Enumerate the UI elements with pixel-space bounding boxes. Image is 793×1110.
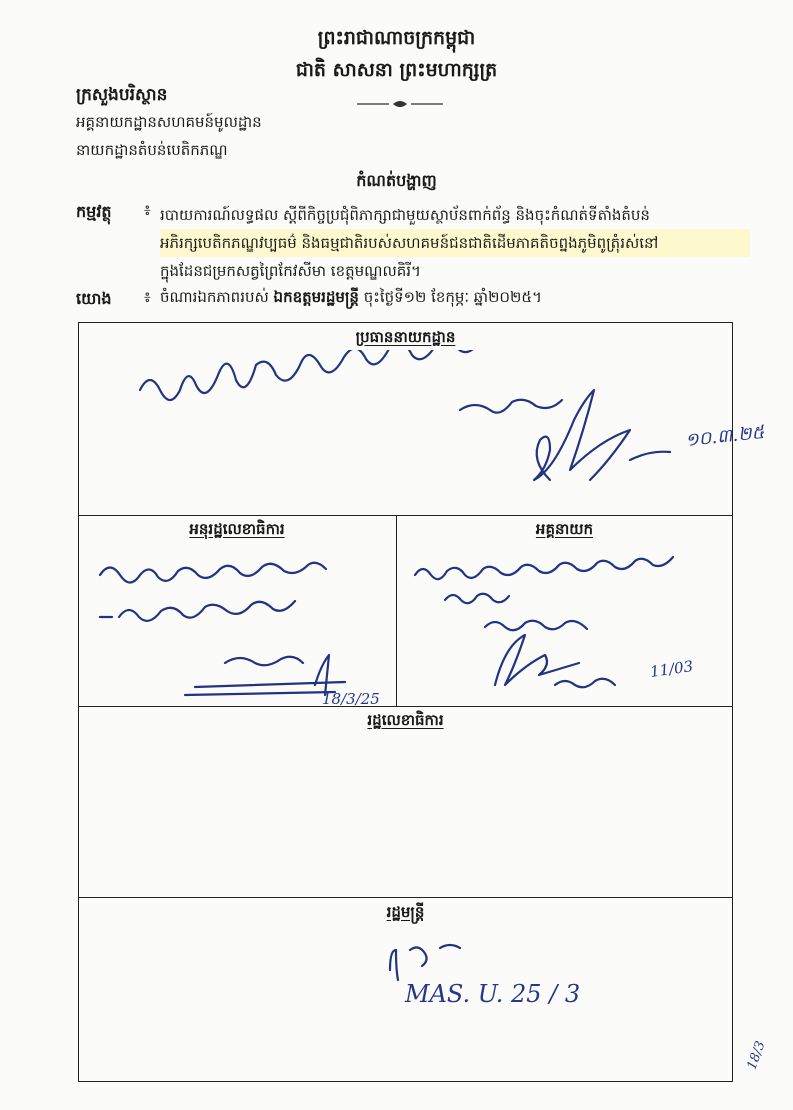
subject-line: អភិរក្សបេតិកភណ្ឌវប្បធម៌ និងធម្មជាតិរបស់សហគមន៍ជនជាតិដើមភាគតិចព្នងភូមិពូត្រុំរស់នៅ (160, 229, 750, 257)
under-secretary-box-title: អនុរដ្ឋលេខាធិការ (189, 520, 285, 538)
subject-line: ក្នុងដែនជម្រកសត្វព្រៃកែវសីមា ខេត្តមណ្ឌលគិរី។ (160, 262, 421, 280)
margin-note: 18/3 (744, 1039, 769, 1072)
subject-label: កម្មវត្ថុ (76, 202, 112, 221)
general-department-name: អគ្គនាយកដ្ឋានសហគមន៍មូលដ្ឋាន (76, 113, 262, 131)
grid-divider (78, 515, 733, 516)
under-secretary-handwritten-note (95, 545, 385, 705)
reference-prefix: ចំណារឯកភាពរបស់ (160, 288, 269, 306)
subject-text (160, 201, 750, 285)
grid-divider (78, 897, 733, 898)
national-motto: ជាតិ សាសនា ព្រះមហាក្សត្រ (295, 59, 498, 81)
director-box-title: ប្រធាននាយកដ្ឋាន (355, 328, 456, 346)
grid-column-divider (396, 515, 397, 706)
kingdom-heading: ព្រះរាជាណាចក្រកម្ពុជា (317, 27, 476, 49)
subject-line: របាយការណ៍លទ្ធផល ស្តីពីកិច្ចប្រជុំពិភាក្សាជាមួយស្ថាប័នពាក់ព័ន្ធ និងចុះកំណត់ទីតាំងតំបន់ (160, 206, 650, 224)
secretary-box-title: រដ្ឋលេខាធិការ (367, 711, 444, 729)
reference-date: ចុះថ្ងៃទី១២ ខែកុម្ភៈ ឆ្នាំ២០២៥។ (363, 288, 542, 306)
director-general-signature-date: 11/03 (648, 657, 695, 681)
note-title: កំណត់បង្ហាញ (356, 171, 437, 190)
under-secretary-signature-date: 18/3/25 (322, 690, 380, 708)
minister-handwritten-note: MAS. U. 25 / 3 (405, 980, 581, 1008)
director-signature-date: ១០.៣.២៥ (684, 421, 766, 452)
reference-minister: ឯកឧត្តមរដ្ឋមន្ត្រី (273, 288, 359, 306)
reference-label: យោង (76, 289, 112, 308)
reference-colon: ៖ (144, 288, 151, 306)
director-general-handwritten-note (405, 545, 730, 705)
director-general-box-title: អគ្គនាយក (535, 520, 594, 538)
subject-colon: ៖ (144, 201, 151, 219)
grid-divider (78, 706, 733, 707)
ministry-name: ក្រសួងបរិស្ថាន (76, 85, 168, 105)
ornament-divider (355, 98, 445, 110)
reference-text (160, 288, 542, 310)
director-handwritten-note (130, 350, 730, 510)
minister-box-title: រដ្ឋមន្ត្រី (386, 903, 425, 921)
department-name: នាយកដ្ឋានតំបន់បេតិកភណ្ឌ (76, 141, 228, 159)
